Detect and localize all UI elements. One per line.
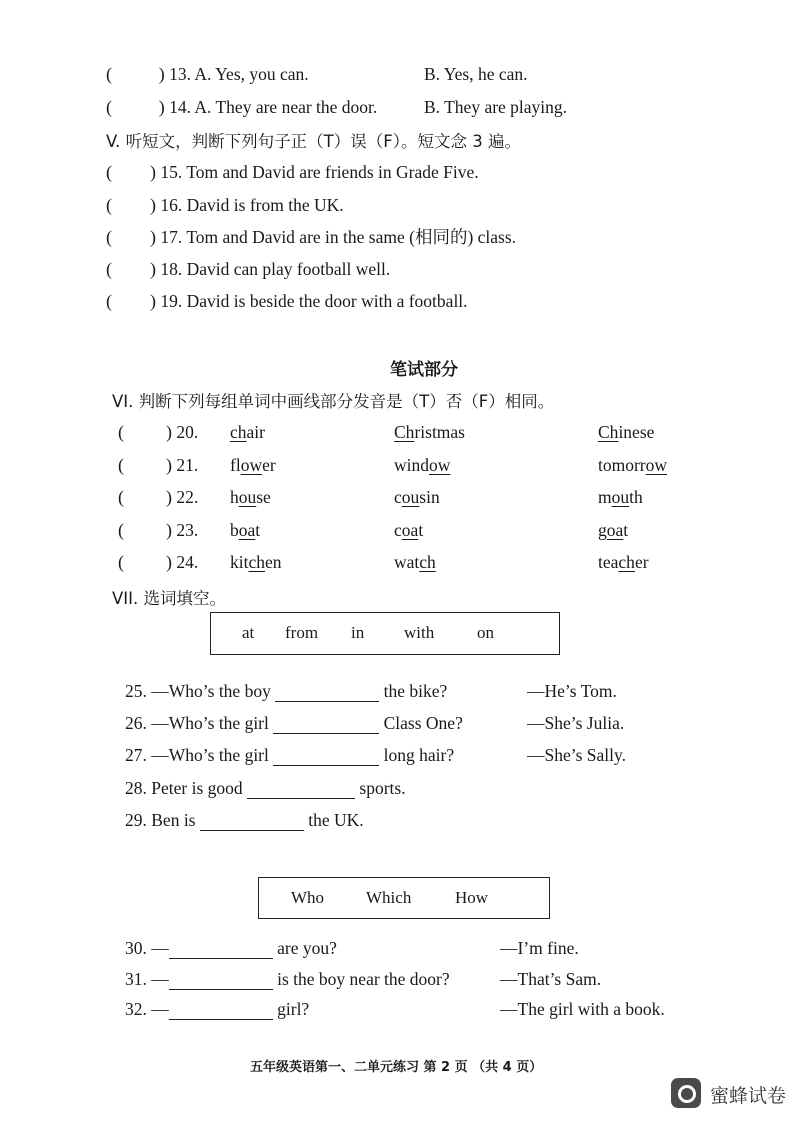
page-footer: 五年级英语第一、二单元练习 第 2 页 （共 4 页） (250, 1060, 543, 1075)
question-suffix: is the boy near the door? (277, 969, 450, 989)
fill-blank-question (125, 680, 447, 702)
question-prefix: — (151, 938, 169, 958)
underlined-letters: ch (618, 552, 635, 572)
word-bank-word: How (455, 888, 489, 907)
word-bank-word: with (404, 623, 435, 642)
word-part: ristmas (414, 422, 465, 442)
answer-blank[interactable] (169, 1001, 273, 1020)
question-number: 28. (125, 778, 147, 798)
answer-blank[interactable] (169, 940, 273, 959)
phonics-word (230, 551, 282, 573)
phonics-word (394, 551, 436, 573)
answer-blank[interactable] (200, 812, 304, 831)
statement-text: David is from the UK. (186, 195, 344, 215)
word-bank-box-1 (210, 612, 560, 655)
question-prefix: Peter is good (151, 778, 243, 798)
underlined-letters: ou (611, 487, 630, 507)
section-vii-title: VII. 选词填空。 (112, 589, 227, 608)
question-prefix: Ben is (151, 810, 196, 830)
answer-bracket[interactable]: ( (106, 162, 112, 182)
question-suffix: long hair? (383, 745, 455, 765)
question-suffix: the bike? (383, 681, 448, 701)
question-suffix: girl? (277, 999, 310, 1019)
word-part: er (634, 552, 649, 572)
option-b: B. They are playing. (424, 97, 568, 117)
answer-bracket[interactable]: ( (118, 422, 124, 442)
answer-bracket[interactable]: ( (118, 487, 124, 507)
word-part: c (394, 520, 402, 540)
question-number: 20 (176, 422, 194, 442)
question-13: ( ) 13. A. Yes, you can. (106, 64, 309, 84)
word-bank-word: Who (291, 888, 325, 907)
phonics-row: ( ) 22. (118, 487, 199, 507)
phonics-row: ( ) 21. (118, 455, 199, 475)
option-a: A. Yes, you can. (194, 64, 309, 84)
written-part-heading: 笔试部分 (390, 360, 458, 380)
question-prefix: — (151, 999, 169, 1019)
question-number: 30. (125, 938, 147, 958)
word-part: c (394, 487, 402, 507)
fill-blank-question (125, 937, 337, 959)
answer-blank[interactable] (247, 780, 355, 799)
phonics-word (598, 486, 643, 508)
question-number: 14 (169, 97, 187, 117)
fill-blank-question (125, 809, 364, 831)
answer-bracket[interactable]: ( (106, 259, 112, 279)
question-16: ( ) 16. David is from the UK. (106, 195, 344, 215)
underlined-letters: ou (238, 487, 257, 507)
fill-blank-question (125, 744, 454, 766)
answer-bracket[interactable]: ( (106, 291, 112, 311)
question-18: ( ) 18. David can play football well. (106, 259, 391, 279)
phonics-word (230, 519, 260, 541)
option-b: B. Yes, he can. (424, 64, 528, 84)
phonics-word (394, 421, 465, 443)
underlined-letters: ow (240, 455, 263, 475)
underlined-letters: oa (401, 520, 419, 540)
answer-bracket[interactable]: ( (106, 64, 112, 84)
word-part: tea (598, 552, 619, 572)
phonics-word (598, 519, 628, 541)
question-number: 26. (125, 713, 147, 733)
question-19: ( ) 19. David is beside the door with a football. (106, 291, 468, 311)
question-number: 31. (125, 969, 147, 989)
answer-bracket[interactable]: ( (106, 195, 112, 215)
statement-text: David can play football well. (186, 259, 391, 279)
word-part: sin (419, 487, 440, 507)
word-part: inese (618, 422, 655, 442)
word-part: wat (394, 552, 420, 572)
question-number: 25. (125, 681, 147, 701)
question-number: 16 (160, 195, 178, 215)
phonics-word (394, 454, 450, 476)
answer-bracket[interactable]: ( (118, 455, 124, 475)
phonics-row: ( ) 23. (118, 520, 199, 540)
question-14: ( ) 14. A. They are near the door. (106, 97, 378, 117)
phonics-row: ( ) 24. (118, 552, 199, 572)
answer-bracket[interactable]: ( (106, 227, 112, 247)
underlined-letters: ch (248, 552, 266, 572)
question-suffix: are you? (277, 938, 337, 958)
phonics-word (598, 421, 654, 443)
underlined-letters: oa (606, 520, 624, 540)
word-part: t (255, 520, 261, 540)
question-number: 23 (176, 520, 194, 540)
word-part: se (256, 487, 271, 507)
question-prefix: —Who’s the girl (151, 745, 269, 765)
word-bank-word: on (477, 623, 494, 642)
phonics-word (394, 486, 440, 508)
underlined-letters: Ch (394, 422, 415, 442)
word-part: h (230, 487, 239, 507)
question-number: 21 (176, 455, 194, 475)
underlined-letters: ch (230, 422, 247, 442)
phonics-word (598, 551, 649, 573)
question-15: ( ) 15. Tom and David are friends in Grade Five. (106, 162, 479, 182)
word-part: th (629, 487, 643, 507)
response-text: —That’s Sam. (500, 969, 602, 989)
question-number: 13 (169, 64, 187, 84)
phonics-word (230, 421, 265, 443)
word-bank-word: Which (366, 888, 412, 907)
question-suffix: sports. (359, 778, 406, 798)
answer-bracket[interactable]: ( (106, 97, 112, 117)
fill-blank-question (125, 968, 450, 990)
question-prefix: — (151, 969, 169, 989)
underlined-letters: oa (238, 520, 256, 540)
answer-bracket[interactable]: ( (118, 520, 124, 540)
question-number: 19 (160, 291, 178, 311)
word-part: wind (394, 455, 429, 475)
word-bank-box-2 (258, 877, 550, 919)
watermark-text: 蜜蜂试卷 (710, 1085, 787, 1107)
word-part: kit (230, 552, 249, 572)
section-v-title: V. 听短文，判断下列句子正（T）误（F）。短文念 3 遍。 (106, 132, 521, 151)
fill-blank-question (125, 777, 406, 799)
question-number: 22 (176, 487, 194, 507)
response-text: —She’s Sally. (527, 745, 627, 765)
phonics-word (394, 519, 423, 541)
word-bank-word: in (351, 623, 365, 642)
fill-blank-question (125, 712, 463, 734)
statement-text: Tom and David are friends in Grade Five. (186, 162, 479, 182)
word-part: air (246, 422, 265, 442)
section-vi-title: VI. 判断下列每组单词中画线部分发音是（T）否（F）相同。 (112, 392, 555, 411)
underlined-letters: ow (645, 455, 668, 475)
answer-blank[interactable] (275, 683, 379, 702)
phonics-word (598, 454, 667, 476)
underlined-letters: Ch (598, 422, 619, 442)
word-part: tomorr (598, 455, 646, 475)
word-bank-word: from (285, 623, 319, 642)
question-number: 32. (125, 999, 147, 1019)
word-part: en (265, 552, 282, 572)
option-a: A. They are near the door. (194, 97, 378, 117)
question-number: 17 (160, 227, 178, 247)
underlined-letters: ou (401, 487, 420, 507)
question-suffix: Class One? (383, 713, 463, 733)
statement-text: Tom and David are in the same (相同的) class. (186, 227, 517, 247)
response-text: —She’s Julia. (527, 713, 625, 733)
answer-blank[interactable] (273, 715, 379, 734)
word-part: g (598, 520, 607, 540)
phonics-word (230, 486, 271, 508)
magnifier-logo-icon (671, 1078, 701, 1108)
question-prefix: —Who’s the boy (151, 681, 271, 701)
phonics-word (230, 454, 276, 476)
question-number: 18 (160, 259, 178, 279)
question-number: 15 (160, 162, 178, 182)
response-text: —I’m fine. (500, 938, 579, 958)
word-part: b (230, 520, 239, 540)
question-suffix: the UK. (308, 810, 364, 830)
answer-blank[interactable] (169, 971, 273, 990)
response-text: —He’s Tom. (527, 681, 617, 701)
word-part: fl (230, 455, 241, 475)
question-prefix: —Who’s the girl (151, 713, 269, 733)
word-part: er (262, 455, 276, 475)
fill-blank-question (125, 998, 309, 1020)
question-number: 29. (125, 810, 147, 830)
word-part: t (418, 520, 424, 540)
word-bank-word: at (242, 623, 255, 642)
word-part: m (598, 487, 612, 507)
underlined-letters: ow (429, 455, 451, 475)
question-17: ( ) 17. Tom and David are in the same (相同的) class. (106, 227, 517, 247)
response-text: —The girl with a book. (500, 999, 665, 1019)
question-number: 27. (125, 745, 147, 765)
underlined-letters: ch (419, 552, 436, 572)
question-number: 24 (176, 552, 194, 572)
word-part: t (623, 520, 629, 540)
statement-text: David is beside the door with a football. (186, 291, 468, 311)
answer-blank[interactable] (273, 747, 379, 766)
phonics-row: ( ) 20. (118, 422, 199, 442)
answer-bracket[interactable]: ( (118, 552, 124, 572)
